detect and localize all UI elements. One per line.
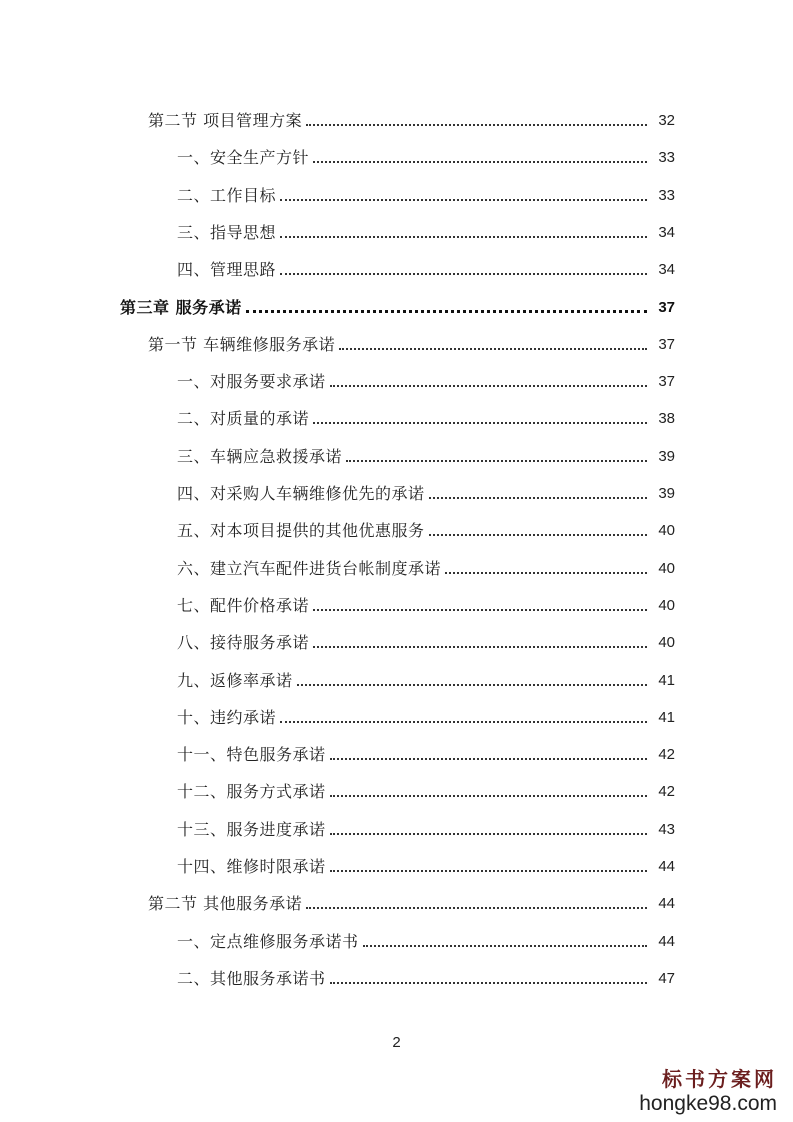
toc-entry-title: 第二节 项目管理方案 bbox=[148, 111, 303, 130]
toc-item-entry[interactable] bbox=[0, 965, 793, 989]
toc-dot-leader bbox=[330, 795, 647, 797]
page-number: 2 bbox=[392, 1034, 401, 1051]
toc-section-entry[interactable] bbox=[0, 331, 793, 355]
toc-item-entry[interactable] bbox=[0, 443, 793, 467]
toc-dot-leader bbox=[313, 646, 647, 648]
toc-dot-leader bbox=[306, 907, 647, 909]
toc-dot-leader bbox=[330, 870, 647, 872]
toc-item-entry[interactable] bbox=[0, 144, 793, 168]
toc-dot-leader bbox=[306, 124, 647, 126]
toc-entry-title: 十、违约承诺 bbox=[177, 707, 277, 727]
toc-item-entry[interactable] bbox=[0, 219, 793, 243]
toc-entry-title: 第三章 服务承诺 bbox=[120, 297, 242, 317]
toc-dot-leader bbox=[330, 833, 647, 835]
toc-entry-title: 六、建立汽车配件进货台帐制度承诺 bbox=[177, 558, 442, 578]
watermark-logo bbox=[639, 1066, 777, 1116]
toc-entry-page: 40 bbox=[658, 559, 675, 577]
toc-dot-leader bbox=[280, 199, 647, 201]
toc-dot-leader bbox=[445, 572, 647, 574]
toc-entry-title: 三、车辆应急救援承诺 bbox=[177, 446, 343, 466]
toc-dot-leader bbox=[280, 236, 647, 238]
toc-item-entry[interactable] bbox=[0, 405, 793, 429]
toc-dot-leader bbox=[280, 721, 647, 723]
toc-entry-title: 二、其他服务承诺书 bbox=[177, 968, 326, 988]
toc-entry-title: 十一、特色服务承诺 bbox=[177, 745, 326, 765]
toc-entry-page: 43 bbox=[658, 820, 675, 838]
watermark-url: hongke98.com bbox=[639, 1092, 777, 1115]
toc-dot-leader bbox=[297, 684, 647, 686]
toc-entry-title: 一、安全生产方针 bbox=[177, 148, 310, 168]
toc-entry-page: 39 bbox=[658, 447, 675, 465]
toc-entry-page: 38 bbox=[658, 410, 675, 428]
toc-entry-page: 44 bbox=[658, 858, 675, 875]
watermark-brand: 标书方案网 bbox=[662, 1067, 777, 1091]
toc-entry-page: 42 bbox=[658, 746, 675, 764]
toc-dot-leader bbox=[346, 460, 647, 462]
toc-item-entry[interactable] bbox=[0, 704, 793, 728]
toc-dot-leader bbox=[313, 161, 647, 163]
toc-item-entry[interactable] bbox=[0, 667, 793, 691]
toc-item-entry[interactable] bbox=[0, 368, 793, 392]
toc-dot-leader bbox=[429, 534, 647, 536]
toc-dot-leader bbox=[330, 385, 647, 387]
toc-entry-page: 37 bbox=[658, 335, 675, 353]
toc-entry-page: 47 bbox=[658, 969, 675, 987]
toc-entry-page: 37 bbox=[658, 298, 675, 316]
toc-entry-page: 40 bbox=[658, 634, 675, 652]
toc-entry-title: 九、返修率承诺 bbox=[177, 670, 293, 690]
toc-entry-title: 第一节 车辆维修服务承诺 bbox=[148, 334, 336, 354]
toc-dot-leader bbox=[313, 422, 647, 424]
toc-entry-page: 42 bbox=[658, 783, 675, 801]
toc-chapter-entry[interactable] bbox=[0, 294, 793, 318]
toc-entry-page: 34 bbox=[658, 261, 675, 279]
toc-entry-page: 33 bbox=[658, 186, 675, 204]
toc-entry-title: 八、接待服务承诺 bbox=[177, 633, 310, 653]
toc-entry-title: 第二节 其他服务承诺 bbox=[148, 894, 303, 914]
toc-dot-leader bbox=[429, 497, 647, 499]
toc-entry-title: 一、对服务要求承诺 bbox=[177, 372, 326, 392]
toc-item-entry[interactable] bbox=[0, 555, 793, 579]
toc-entry-title: 一、定点维修服务承诺书 bbox=[177, 931, 359, 951]
toc-entry-title: 二、工作目标 bbox=[177, 185, 277, 205]
toc-item-entry[interactable] bbox=[0, 778, 793, 802]
toc-entry-page: 40 bbox=[658, 596, 675, 614]
toc-item-entry[interactable] bbox=[0, 592, 793, 616]
toc-item-entry[interactable] bbox=[0, 629, 793, 653]
toc-section-entry[interactable] bbox=[0, 107, 793, 131]
toc-entry-page: 33 bbox=[658, 149, 675, 167]
toc-entry-title: 七、配件价格承诺 bbox=[177, 595, 310, 615]
toc-entry-page: 34 bbox=[658, 223, 675, 241]
toc-item-entry[interactable] bbox=[0, 480, 793, 504]
toc-entry-title: 四、管理思路 bbox=[177, 260, 277, 280]
toc-entry-title: 二、对质量的承诺 bbox=[177, 409, 310, 429]
toc-section-entry[interactable] bbox=[0, 890, 793, 914]
toc-item-entry[interactable] bbox=[0, 182, 793, 206]
toc-entry-title: 四、对采购人车辆维修优先的承诺 bbox=[177, 484, 425, 503]
toc-item-entry[interactable] bbox=[0, 517, 793, 541]
toc-entry-page: 37 bbox=[658, 373, 675, 391]
toc-dot-leader bbox=[330, 758, 647, 760]
toc-item-entry[interactable] bbox=[0, 256, 793, 280]
toc-dot-leader bbox=[363, 945, 647, 947]
toc-entry-title: 五、对本项目提供的其他优惠服务 bbox=[177, 521, 425, 541]
toc-entry-title: 十三、服务进度承诺 bbox=[177, 819, 326, 839]
toc-entry-title: 十二、服务方式承诺 bbox=[177, 782, 326, 802]
toc-entry-page: 41 bbox=[658, 671, 675, 689]
toc-item-entry[interactable] bbox=[0, 741, 793, 765]
toc-item-entry[interactable] bbox=[0, 816, 793, 840]
toc-entry-page: 32 bbox=[658, 112, 675, 129]
toc-dot-leader bbox=[280, 273, 647, 275]
toc-entry-page: 44 bbox=[658, 895, 675, 913]
toc-dot-leader bbox=[330, 982, 647, 984]
toc-entry-title: 三、指导思想 bbox=[177, 222, 277, 242]
toc-entry-title: 十四、维修时限承诺 bbox=[177, 857, 326, 876]
toc-item-entry[interactable] bbox=[0, 928, 793, 952]
toc-entry-page: 40 bbox=[658, 522, 675, 540]
toc-entry-page: 39 bbox=[658, 485, 675, 502]
toc-dot-leader bbox=[246, 310, 647, 313]
toc-dot-leader bbox=[313, 609, 647, 611]
toc-entry-page: 44 bbox=[658, 932, 675, 950]
toc-dot-leader bbox=[339, 348, 647, 350]
toc-entry-page: 41 bbox=[658, 708, 675, 726]
toc-item-entry[interactable] bbox=[0, 853, 793, 877]
